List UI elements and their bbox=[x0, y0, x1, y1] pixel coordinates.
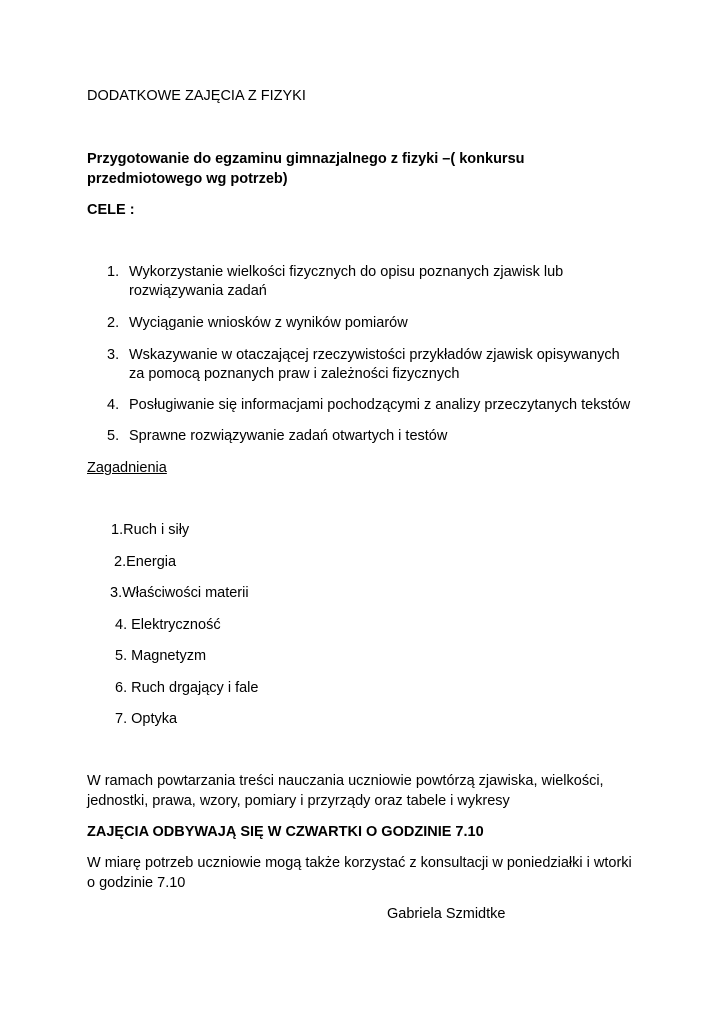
topic-item: 2.Energia bbox=[114, 554, 177, 570]
goals-heading: CELE : bbox=[87, 202, 135, 218]
topic-item: 1.Ruch i siły bbox=[111, 522, 190, 538]
topic-item: 7. Optyka bbox=[115, 711, 178, 727]
summary-line-2: jednostki, prawa, wzory, pomiary i przyrządy oraz tabele i wykresy bbox=[87, 793, 510, 809]
goal-number: 4. bbox=[107, 397, 120, 413]
goal-text: Wykorzystanie wielkości fizycznych do opisu poznanych zjawisk lub bbox=[129, 264, 564, 280]
consultation-line-1: W miarę potrzeb uczniowie mogą także korzystać z konsultacji w poniedziałki i wtorki bbox=[87, 855, 632, 871]
topic-item: 6. Ruch drgający i fale bbox=[115, 680, 259, 696]
topics-heading: Zagadnienia bbox=[87, 460, 167, 476]
consultation-line-2: o godzinie 7.10 bbox=[87, 875, 186, 891]
goal-text-continued: rozwiązywania zadań bbox=[129, 283, 267, 299]
goal-number: 5. bbox=[107, 428, 120, 444]
topic-item: 5. Magnetyzm bbox=[115, 648, 207, 664]
goal-text: Posługiwanie się informacjami pochodzącymi z analizy przeczytanych tekstów bbox=[129, 397, 631, 413]
topic-item: 3.Właściwości materii bbox=[110, 585, 249, 601]
goal-text: Wskazywanie w otaczającej rzeczywistości przykładów zjawisk opisywanych bbox=[129, 347, 620, 363]
goal-text: Sprawne rozwiązywanie zadań otwartych i testów bbox=[129, 428, 448, 444]
goal-text-continued: za pomocą poznanych praw i zależności fizycznych bbox=[129, 366, 460, 382]
document-title: DODATKOWE ZAJĘCIA Z FIZYKI bbox=[87, 88, 306, 104]
schedule-notice: ZAJĘCIA ODBYWAJĄ SIĘ W CZWARTKI O GODZINIE 7.10 bbox=[87, 824, 484, 840]
summary-line-1: W ramach powtarzania treści nauczania uczniowie powtórzą zjawiska, wielkości, bbox=[87, 773, 604, 789]
signature: Gabriela Szmidtke bbox=[387, 906, 506, 922]
subtitle-line-1: Przygotowanie do egzaminu gimnazjalnego z fizyki –( konkursu bbox=[87, 151, 525, 167]
topic-item: 4. Elektryczność bbox=[115, 617, 221, 633]
goal-number: 3. bbox=[107, 347, 120, 363]
goal-number: 1. bbox=[107, 264, 120, 280]
subtitle-line-2: przedmiotowego wg potrzeb) bbox=[87, 171, 288, 187]
goal-text: Wyciąganie wniosków z wyników pomiarów bbox=[129, 315, 408, 331]
goal-number: 2. bbox=[107, 315, 120, 331]
